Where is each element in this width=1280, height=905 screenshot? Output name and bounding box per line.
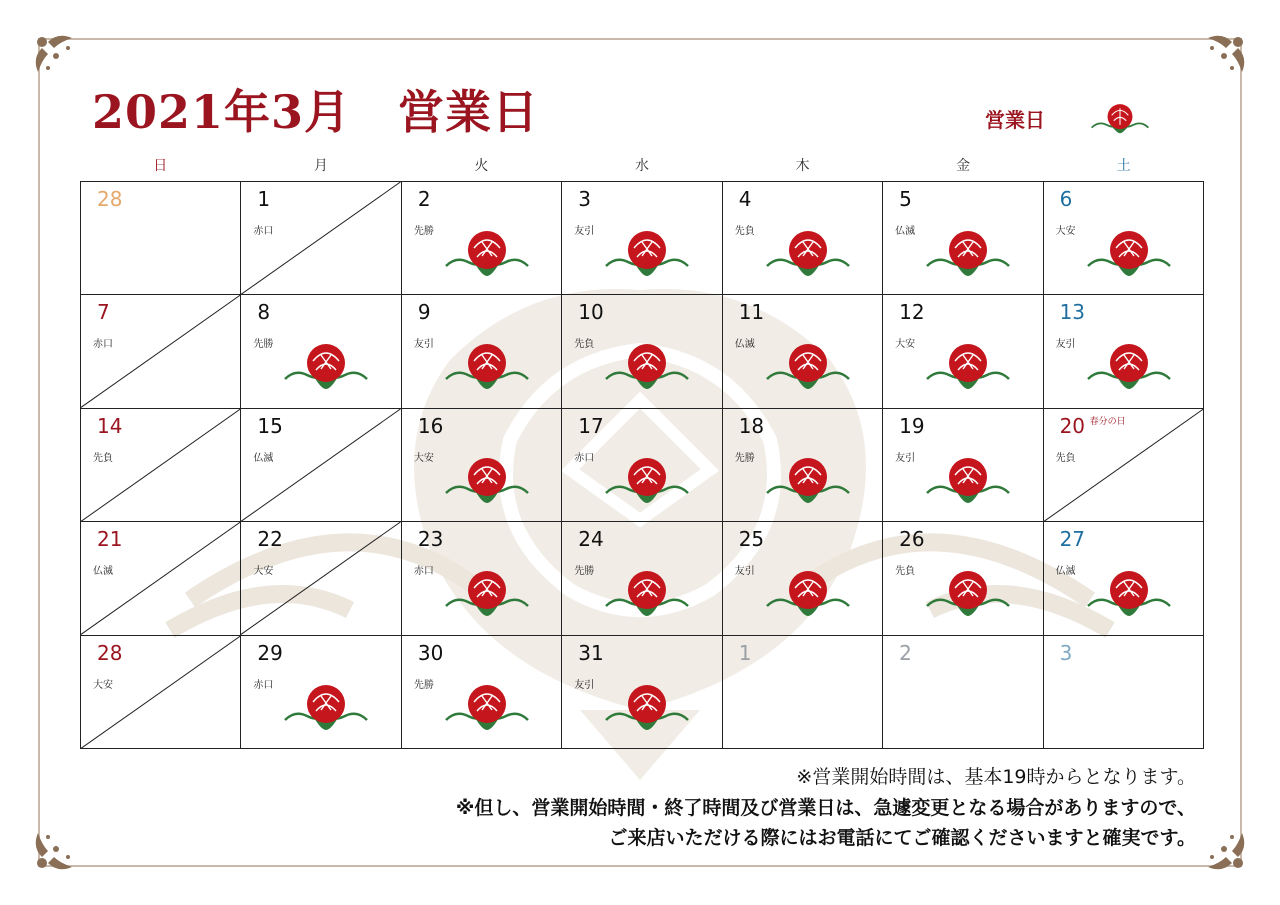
- rokuyo-label: 先勝: [253, 339, 274, 351]
- day-number: 1: [257, 187, 271, 211]
- rokuyo-label: 赤口: [253, 679, 274, 691]
- calendar-cell: [883, 295, 1043, 408]
- day-number: 10: [578, 300, 604, 325]
- calendar-cell: [402, 636, 562, 749]
- day-number: 13: [1059, 300, 1086, 325]
- note-confirm-by-phone: ご来店いただける際にはお電話にてご確認くださいますと確実です。: [608, 827, 1196, 849]
- calendar-cell: [81, 295, 241, 408]
- rose-icon: [602, 453, 692, 505]
- rose-icon: [442, 680, 532, 732]
- day-number: 26: [899, 527, 925, 552]
- rose-icon: [602, 680, 692, 732]
- rose-icon: [281, 339, 371, 391]
- ornament-bottom-right-icon: [1196, 821, 1252, 877]
- day-number: 3: [578, 187, 592, 211]
- calendar-cell: [81, 182, 241, 295]
- rose-icon: [281, 680, 371, 732]
- rokuyo-label: 仏滅: [1055, 566, 1076, 578]
- rose-icon: [442, 339, 532, 391]
- calendar-cell: [562, 636, 722, 749]
- rokuyo-label: 先負: [93, 452, 113, 464]
- day-number: 2: [899, 640, 912, 665]
- day-number: 4: [738, 187, 752, 211]
- day-number: 25: [738, 527, 765, 552]
- day-number: 18: [738, 413, 765, 438]
- rose-icon: [442, 453, 532, 505]
- weekday-mon: 月: [313, 158, 328, 174]
- rose-icon: [1084, 566, 1174, 618]
- day-number: 16: [417, 413, 444, 438]
- rokuyo-label: 先負: [895, 566, 916, 578]
- day-number: 28: [97, 187, 123, 211]
- ornament-top-right-icon: [1196, 28, 1252, 84]
- calendar-cell: [562, 182, 722, 295]
- calendar-cell: [723, 409, 883, 522]
- calendar-cell: [81, 409, 241, 522]
- calendar-cell: [241, 182, 401, 295]
- ornament-top-left-icon: [28, 28, 84, 84]
- day-number: 19: [899, 413, 925, 438]
- rokuyo-label: 大安: [93, 679, 113, 691]
- day-number: 11: [738, 300, 765, 325]
- rose-icon: [602, 339, 692, 391]
- calendar-cell: [402, 182, 562, 295]
- rokuyo-label: 先勝: [413, 679, 434, 691]
- day-number: 24: [578, 527, 604, 552]
- rokuyo-label: 仏滅: [253, 452, 274, 464]
- calendar-cell: [241, 409, 401, 522]
- rokuyo-label: 赤口: [93, 339, 113, 351]
- day-number: 27: [1059, 527, 1086, 552]
- rokuyo-label: 先負: [574, 339, 595, 351]
- calendar-cell: [1044, 636, 1204, 749]
- calendar-cell: [241, 295, 401, 408]
- calendar-cell: [1044, 182, 1204, 295]
- calendar-cell: [562, 409, 722, 522]
- page-title: 2021年3月 営業日: [92, 85, 540, 139]
- note-start-time: ※営業開始時間は、基本19時からとなります。: [796, 766, 1196, 788]
- closed-slash: [1044, 409, 1203, 521]
- day-number: 29: [257, 640, 283, 665]
- day-number: 14: [97, 413, 123, 438]
- day-number: 3: [1059, 640, 1073, 665]
- closed-slash: [81, 295, 240, 407]
- rose-icon: [763, 453, 853, 505]
- rokuyo-label: 友引: [895, 452, 916, 464]
- rose-icon: [1084, 339, 1174, 391]
- rose-icon: [1084, 226, 1174, 278]
- holiday-label: 春分の日: [1089, 416, 1126, 427]
- day-number: 5: [899, 187, 912, 211]
- closed-slash: [81, 636, 240, 748]
- calendar-cell: [81, 522, 241, 635]
- weekday-sun: 日: [153, 158, 168, 174]
- closed-slash: [241, 522, 400, 634]
- day-number: 8: [257, 300, 271, 325]
- ornament-bottom-left-icon: [28, 821, 84, 877]
- rokuyo-label: 赤口: [574, 452, 595, 464]
- rose-icon: [923, 453, 1013, 505]
- day-number: 31: [578, 640, 604, 665]
- rokuyo-label: 仏滅: [734, 339, 755, 351]
- calendar-cell: [241, 522, 401, 635]
- calendar-cell: [562, 295, 722, 408]
- day-number: 2: [417, 187, 431, 211]
- day-number: 30: [417, 640, 444, 665]
- calendar-cell: [723, 636, 883, 749]
- note-schedule-change: ※但し、営業開始時間・終了時間及び営業日は、急遽変更となる場合がありますので、: [455, 797, 1196, 819]
- calendar-cell: [883, 409, 1043, 522]
- weekday-tue: 火: [474, 158, 489, 174]
- rokuyo-label: 大安: [1055, 226, 1076, 237]
- rokuyo-label: 先勝: [574, 566, 595, 578]
- rose-icon: [602, 566, 692, 618]
- rose-icon: [1085, 100, 1155, 136]
- rokuyo-label: 大安: [253, 566, 274, 578]
- weekday-header: [80, 155, 1204, 177]
- rokuyo-label: 大安: [413, 452, 434, 464]
- rose-icon: [923, 226, 1013, 278]
- calendar-cell: [1044, 295, 1204, 408]
- calendar-cell: [883, 522, 1043, 635]
- rokuyo-label: 先勝: [413, 226, 434, 237]
- rose-icon: [923, 339, 1013, 391]
- closed-slash: [81, 522, 240, 634]
- day-number: 28: [97, 640, 123, 665]
- rose-icon: [763, 226, 853, 278]
- closed-slash: [241, 409, 400, 521]
- rokuyo-label: 大安: [895, 339, 916, 351]
- rokuyo-label: 友引: [1055, 339, 1076, 351]
- weekday-thu: 木: [795, 158, 810, 174]
- calendar-cell: [883, 182, 1043, 295]
- weekday-fri: 金: [956, 158, 971, 174]
- day-number: 6: [1059, 187, 1073, 211]
- rokuyo-label: 先負: [734, 226, 755, 237]
- rokuyo-label: 先負: [1055, 452, 1076, 464]
- calendar-cell: [883, 636, 1043, 749]
- calendar-cell: [241, 636, 401, 749]
- day-number: 17: [578, 413, 604, 438]
- calendar-cell: [1044, 522, 1204, 635]
- day-number: 1: [738, 640, 752, 665]
- day-number: 12: [899, 300, 925, 325]
- day-number: 21: [97, 527, 123, 552]
- day-number: 7: [97, 300, 110, 325]
- rose-icon: [602, 226, 692, 278]
- closed-slash: [81, 409, 240, 521]
- closed-slash: [241, 182, 400, 294]
- rokuyo-label: 仏滅: [895, 226, 916, 237]
- day-number: 15: [257, 413, 283, 438]
- rokuyo-label: 赤口: [253, 226, 274, 237]
- day-number: 23: [417, 527, 444, 552]
- calendar-cell: [402, 409, 562, 522]
- rokuyo-label: 友引: [734, 566, 755, 578]
- calendar-cell: [723, 295, 883, 408]
- rose-icon: [763, 566, 853, 618]
- rokuyo-label: 赤口: [413, 566, 434, 578]
- rokuyo-label: 先勝: [734, 452, 755, 464]
- rokuyo-label: 仏滅: [93, 566, 113, 578]
- calendar-cell: [723, 522, 883, 635]
- rose-icon: [442, 566, 532, 618]
- calendar-cell: [402, 295, 562, 408]
- rose-icon: [763, 339, 853, 391]
- day-number: 22: [257, 527, 283, 552]
- rokuyo-label: 友引: [574, 226, 595, 237]
- rose-icon: [442, 226, 532, 278]
- rose-icon: [923, 566, 1013, 618]
- rokuyo-label: 友引: [413, 339, 434, 351]
- legend: [985, 100, 1155, 136]
- calendar-cell: [402, 522, 562, 635]
- calendar-cell: [562, 522, 722, 635]
- day-number: 20: [1059, 413, 1086, 438]
- legend-label: 営業日: [985, 107, 1045, 132]
- weekday-wed: 水: [634, 158, 649, 174]
- weekday-sat: 土: [1116, 158, 1131, 174]
- calendar-cell: [1044, 409, 1204, 522]
- day-number: 9: [417, 300, 431, 325]
- calendar-grid: [80, 181, 1204, 749]
- rokuyo-label: 友引: [574, 679, 595, 691]
- calendar-cell: [81, 636, 241, 749]
- calendar-cell: [723, 182, 883, 295]
